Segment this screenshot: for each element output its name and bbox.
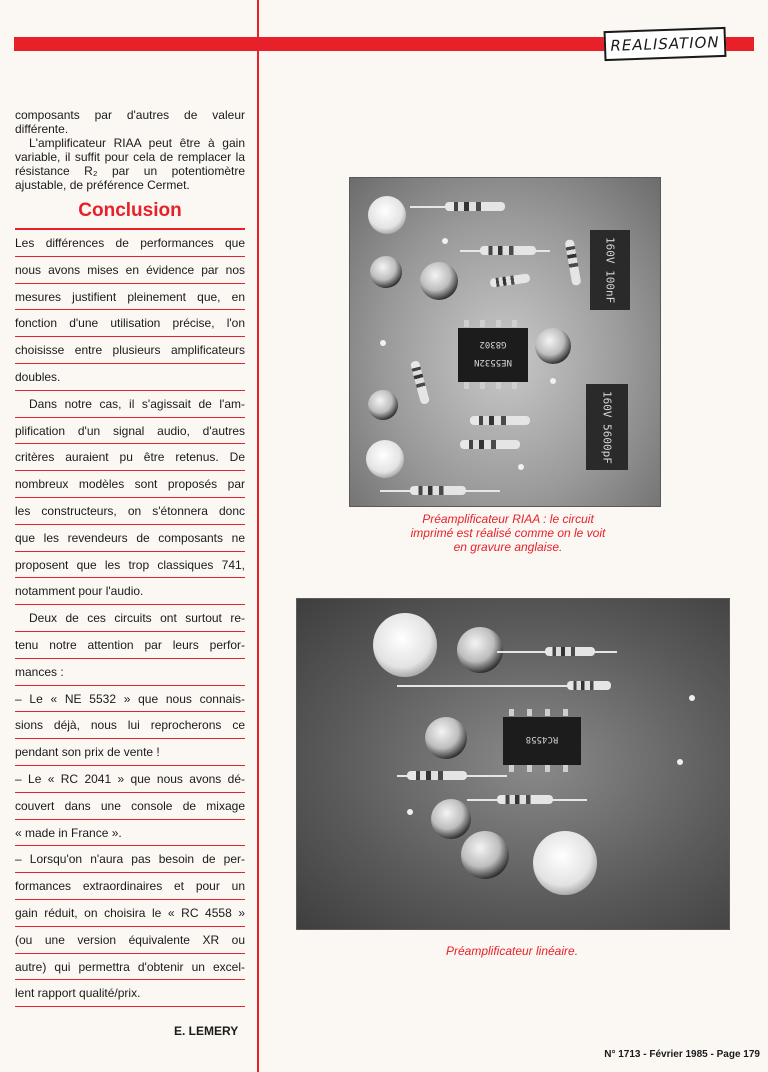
chip-pin [480,320,485,327]
text-line: proposent que les trop classiques 741, [15,552,245,579]
caption-line: Préamplificateur RIAA : le circuit [422,512,594,526]
text-line: Deux de ces circuits ont surtout re- [15,605,245,632]
solder-pad [677,759,683,765]
chip-label: NE5532N [474,357,512,367]
chip-pin [480,382,485,389]
resistor [545,647,595,656]
chip-pin [464,382,469,389]
text-line: couvert dans une console de mixage [15,793,245,820]
riaa-photo-caption [378,512,638,554]
resistor [410,486,466,495]
text-line: nous avons mises en évidence par nos [15,257,245,284]
resistor [470,416,530,425]
text-line: les constructeurs, on s'étonnera donc [15,498,245,525]
section-tag: REALISATION [604,27,727,61]
text-line: Les différences de performances que [15,230,245,257]
chip-pin [545,709,550,716]
intro-text [15,108,245,192]
chip-pin [509,709,514,716]
text-line: choisisse entre plusieurs amplificateurs [15,337,245,364]
capacitor [370,256,402,288]
chip-pin [512,320,517,327]
solder-pad [689,695,695,701]
capacitor [535,328,571,364]
intro-paragraph: L'amplificateur RIAA peut être à gain variable, il suffit pour cela de remplacer la résistance R₂ par un potentiomètre ajustable, de préférence Cermet. [15,136,245,192]
caption-line: imprimé est réalisé comme on le voit [410,526,606,540]
linear-preamp-photo [296,598,730,930]
intro-paragraph: composants par d'autres de valeur différente. [15,108,245,136]
resistor [445,202,505,211]
resistor [407,771,467,780]
text-line: autre) qui permettra d'obtenir un excel- [15,954,245,981]
capacitor [533,831,597,895]
chip-pin [509,765,514,772]
solder-pad [550,378,556,384]
chip-pin [563,765,568,772]
capacitor [366,440,404,478]
text-line: tenu notre attention par leurs perfor- [15,632,245,659]
text-line: critères auraient pu être retenus. De [15,444,245,471]
ruled-text-block [15,228,245,1007]
solder-pad [407,809,413,815]
chip-pin [512,382,517,389]
text-line: formances extraordinaires et pour un [15,873,245,900]
chip-pin [563,709,568,716]
text-line: mances : [15,659,245,686]
text-line: « made in France ». [15,820,245,847]
chip-pin [527,709,532,716]
capacitor [461,831,509,879]
capacitor [425,717,467,759]
chip-pin [496,320,501,327]
resistor [565,239,582,286]
resistor [410,360,430,405]
caption-line: en gravure anglaise. [453,540,563,554]
text-line: pendant son prix de vente ! [15,739,245,766]
chip-marking [458,328,528,382]
text-line: lent rapport qualité/prix. [15,980,245,1007]
chip-marking [503,717,581,765]
solder-pad [380,340,386,346]
text-line: sions déjà, nous lui reprocherons ce [15,712,245,739]
text-line: – Lorsqu'on n'aura pas besoin de per- [15,846,245,873]
text-line: nombreux modèles sont proposés par [15,471,245,498]
text-line: – Le « RC 2041 » que nous avons dé- [15,766,245,793]
capacitor [373,613,437,677]
text-line: notamment pour l'audio. [15,578,245,605]
resistor [460,440,520,449]
resistor [567,681,611,690]
resistor [480,246,536,255]
film-capacitor: 160V 100nF [590,230,630,310]
section-heading: Conclusion [78,200,182,221]
ne5532-chip [458,328,528,382]
text-line: plification d'un signal audio, d'autres [15,418,245,445]
riaa-preamp-photo [349,177,661,507]
film-capacitor: 160V 5600pF [586,384,628,470]
page-footer: N° 1713 - Février 1985 - Page 179 [604,1049,760,1060]
article-column [15,108,245,1007]
text-line: que les revendeurs de composants ne [15,525,245,552]
author-signature: E. LEMERY [174,1024,239,1038]
linear-photo-caption: Préamplificateur linéaire. [445,944,579,958]
rc4558-chip [503,717,581,765]
solder-pad [518,464,524,470]
chip-pin [545,765,550,772]
chip-pin [464,320,469,327]
solder-pad [442,238,448,244]
text-line: (ou une version équivalente XR ou [15,927,245,954]
chip-pin [527,765,532,772]
chip-code: G8302 [479,339,507,349]
text-line: gain réduit, on choisira le « RC 4558 » [15,900,245,927]
resistor [490,273,531,287]
text-line: fonction d'une utilisation précise, l'on [15,310,245,337]
capacitor [457,627,503,673]
capacitor [420,262,458,300]
chip-label: RC4558 [525,734,559,744]
column-divider [257,0,259,1072]
capacitor [368,390,398,420]
resistor [497,795,553,804]
text-line: mesures justifient pleinement que, en [15,284,245,311]
capacitor [368,196,406,234]
text-line: – Le « NE 5532 » que nous connais- [15,686,245,713]
chip-pin [496,382,501,389]
text-line: Dans notre cas, il s'agissait de l'am- [15,391,245,418]
text-line: doubles. [15,364,245,391]
capacitor [431,799,471,839]
